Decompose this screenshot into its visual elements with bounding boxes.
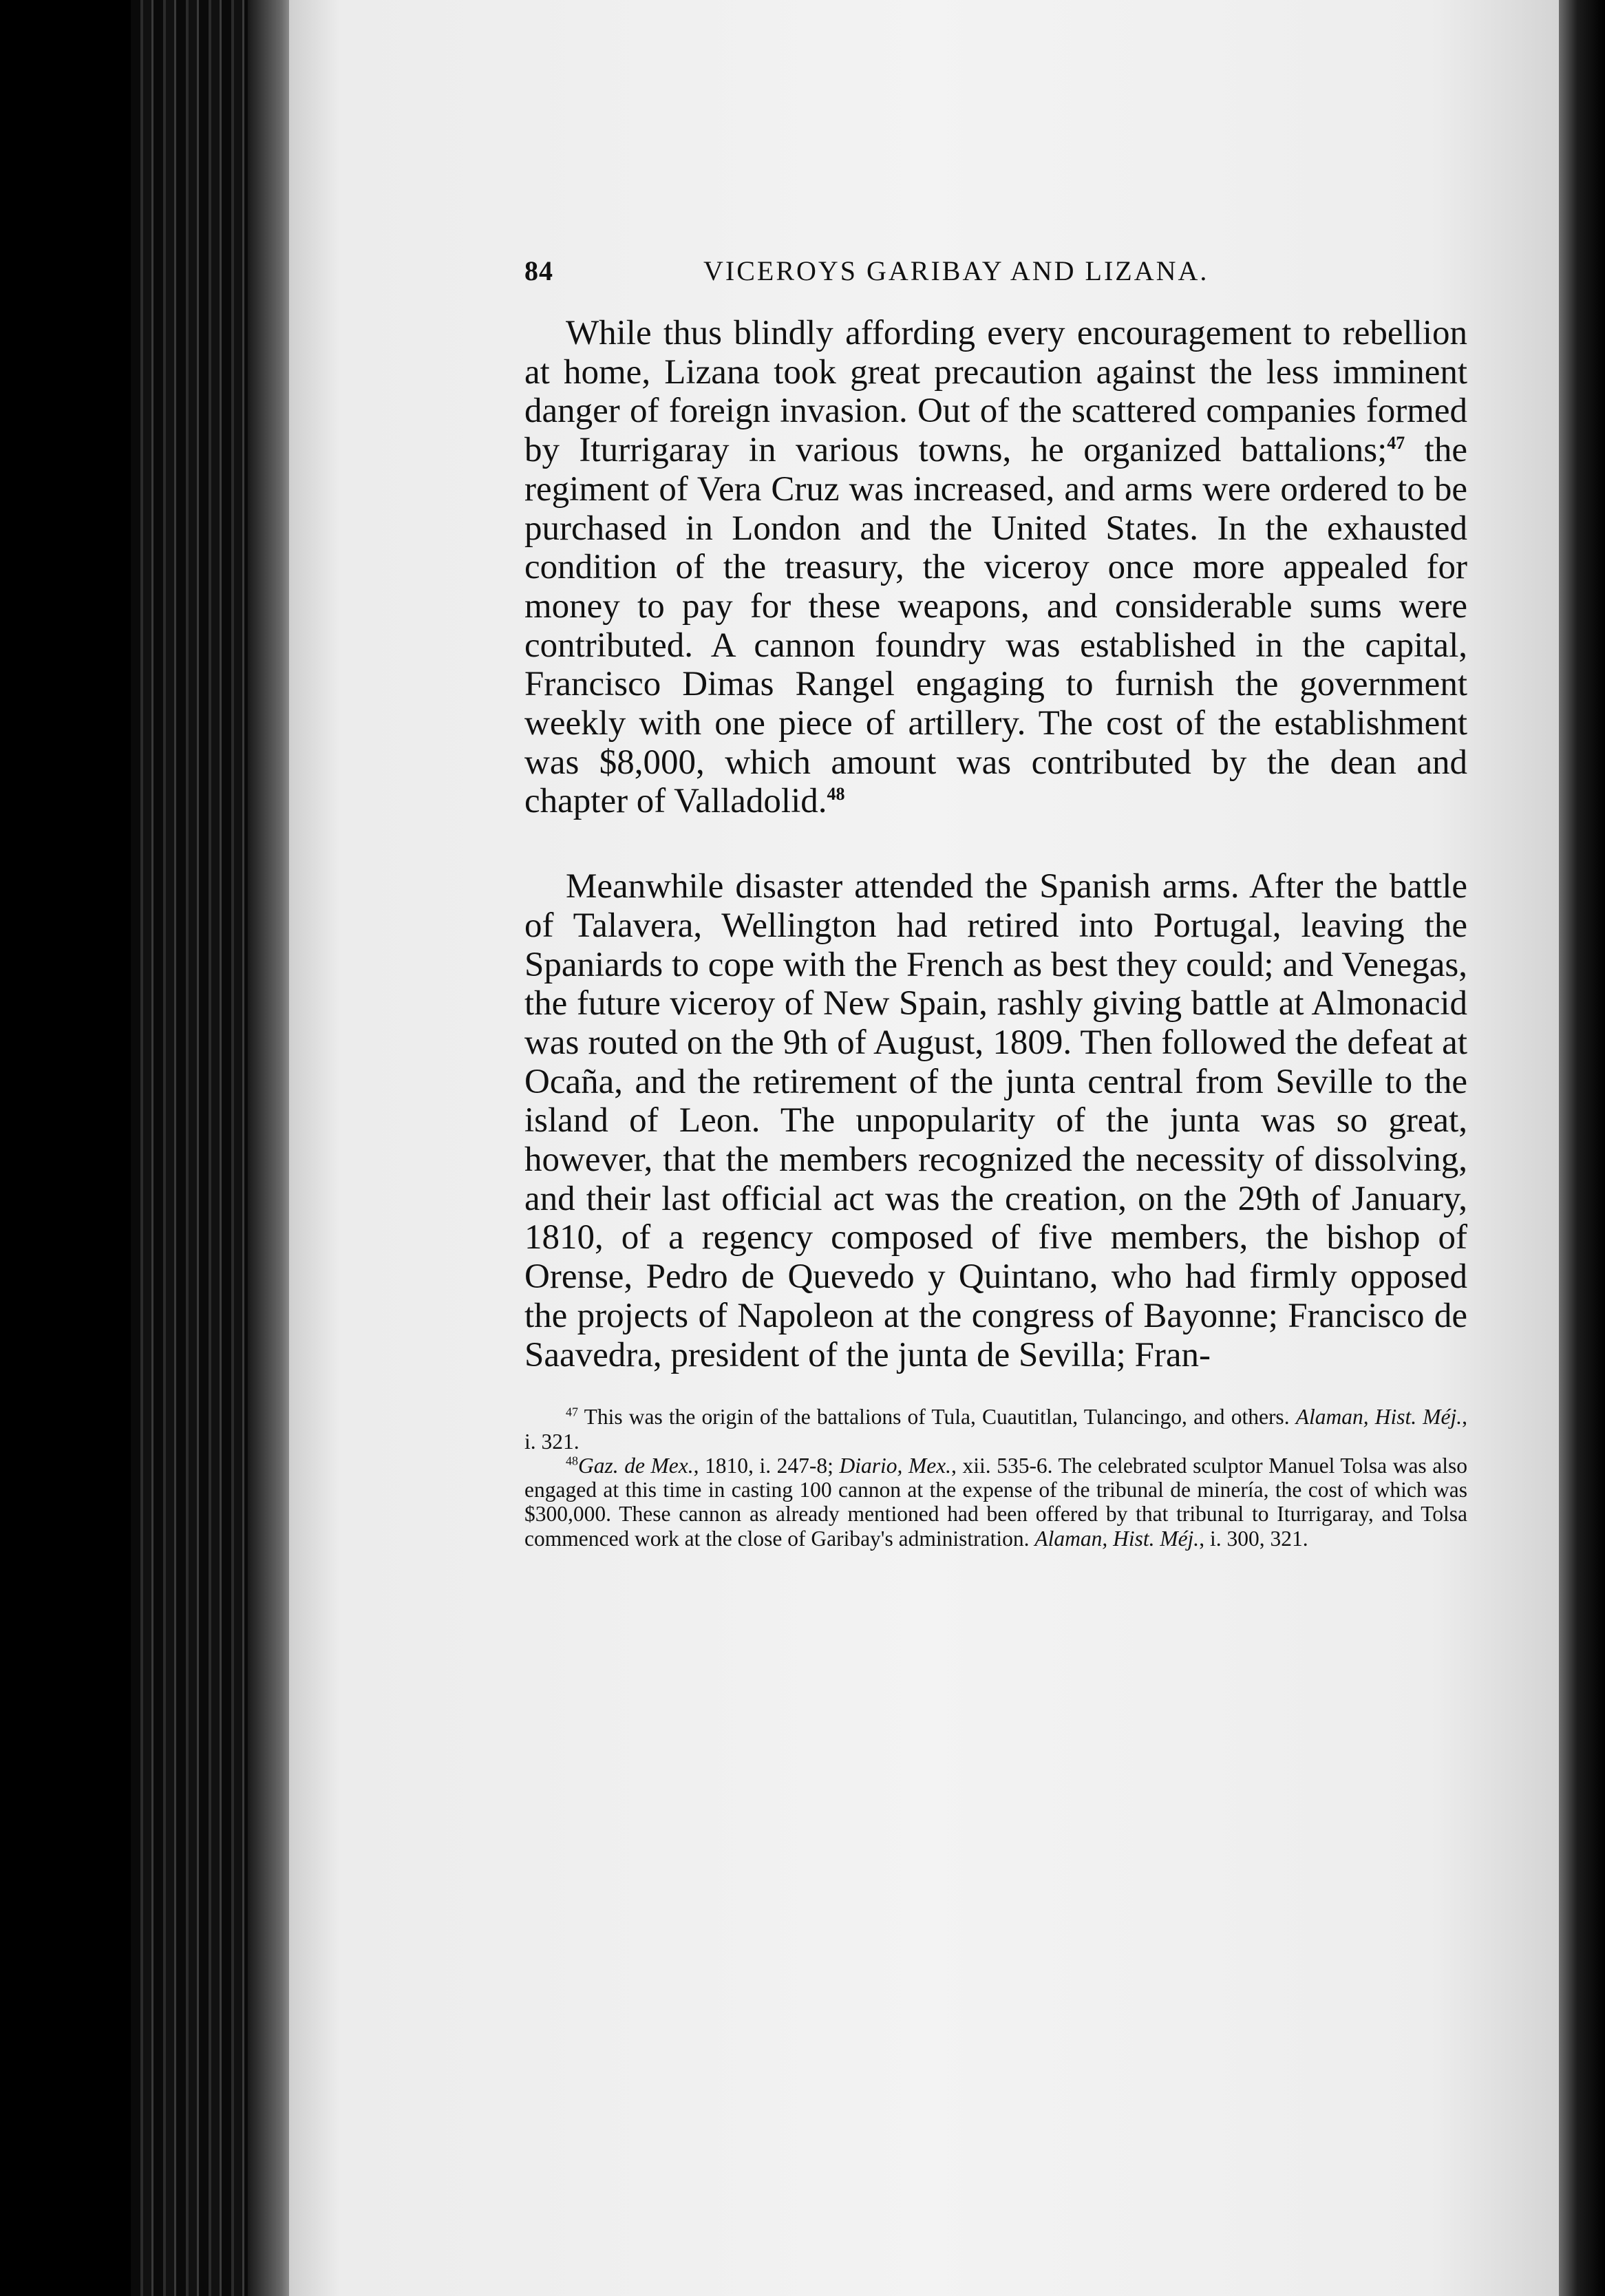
footnote-citation: Diario, Mex. xyxy=(839,1453,952,1478)
footnote-citation: Alaman, Hist. Méj. xyxy=(1034,1526,1200,1551)
footnotes xyxy=(524,1405,1467,1551)
footnote-text: , i. 300, 321. xyxy=(1199,1526,1308,1551)
footnote-ref-48: 48 xyxy=(827,784,845,805)
paragraph-1-text-a: While thus blindly affording every encouragement to rebellion at home, Lizana took great precaution against the less imminent danger of foreign invasion. Out of the scattered companies formed by Iturrigaray in various towns, he organized battalions; xyxy=(524,314,1467,470)
page-content xyxy=(524,255,1467,1551)
footnote-citation: Alaman, Hist. Méj. xyxy=(1295,1405,1463,1429)
paragraph-1 xyxy=(524,314,1467,821)
paragraph-2: Meanwhile disaster attended the Spanish arms. After the battle of Talavera, Wellington had retired into Portugal, leaving the Spaniards to cope with the French as best they could; and Venegas, the future viceroy of New Spain, rashly giving battle at Almonacid was routed on the 9th of August, 1809. Then followed the defeat at Ocaña, and the retirement of the junta central from Seville to the island of Leon. The unpopularity of the junta was so great, however, that the members recognized the necessity of dissolving, and their last official act was the creation, on the 29th of January, 1810, of a regency composed of five members, the bishop of Orense, Pedro de Quevedo y Quintano, who had firmly opposed the projects of Napoleon at the congress of Bayonne; Francisco de Saavedra, president of the junta de Sevilla; Fran- xyxy=(524,867,1467,1374)
footnote-text: , i. 321. xyxy=(524,1405,1467,1454)
footnote-text: , xii. 535-6. The celebrated sculptor Manuel Tolsa was also engaged at this time in casting 100 cannon at the expense of the tribunal de minería, the cost of which was $300,000. These cannon as already mentioned had been offered by that tribunal to Iturrigaray, and Tolsa commenced work at the close of Garibay's administration. xyxy=(524,1453,1467,1551)
footnote-marker: 47 xyxy=(566,1405,578,1419)
footnote-citation: Gaz. de Mex. xyxy=(578,1453,694,1478)
footnote-47 xyxy=(524,1405,1467,1454)
footnote-48 xyxy=(524,1454,1467,1551)
page-right-edge xyxy=(1559,0,1605,2296)
footnote-text: , 1810, i. 247-8; xyxy=(693,1453,840,1478)
running-header xyxy=(524,255,1467,289)
paragraph-1-text-b: the regiment of Vera Cruz was increased, and arms were ordered to be purchased in London and the United States. In the exhausted condition of the treasury, the viceroy once more appealed for money to pay for these weapons, and considerable sums were contributed. A cannon foundry was established in the capital, Francisco Dimas Rangel engaging to furnish the government weekly with one piece of artillery. The cost of the establishment was $8,000, which amount was contributed by the dean and chapter of Valladolid. xyxy=(524,431,1467,821)
footnote-ref-47: 47 xyxy=(1387,433,1405,454)
running-title: VICEROYS GARIBAY AND LIZANA. xyxy=(703,255,1209,286)
footnote-marker: 48 xyxy=(566,1454,578,1468)
footnote-text: This was the origin of the battalions of Tula, Cuautitlan, Tulancingo, and others. xyxy=(578,1405,1296,1429)
page-number: 84 xyxy=(524,255,553,286)
